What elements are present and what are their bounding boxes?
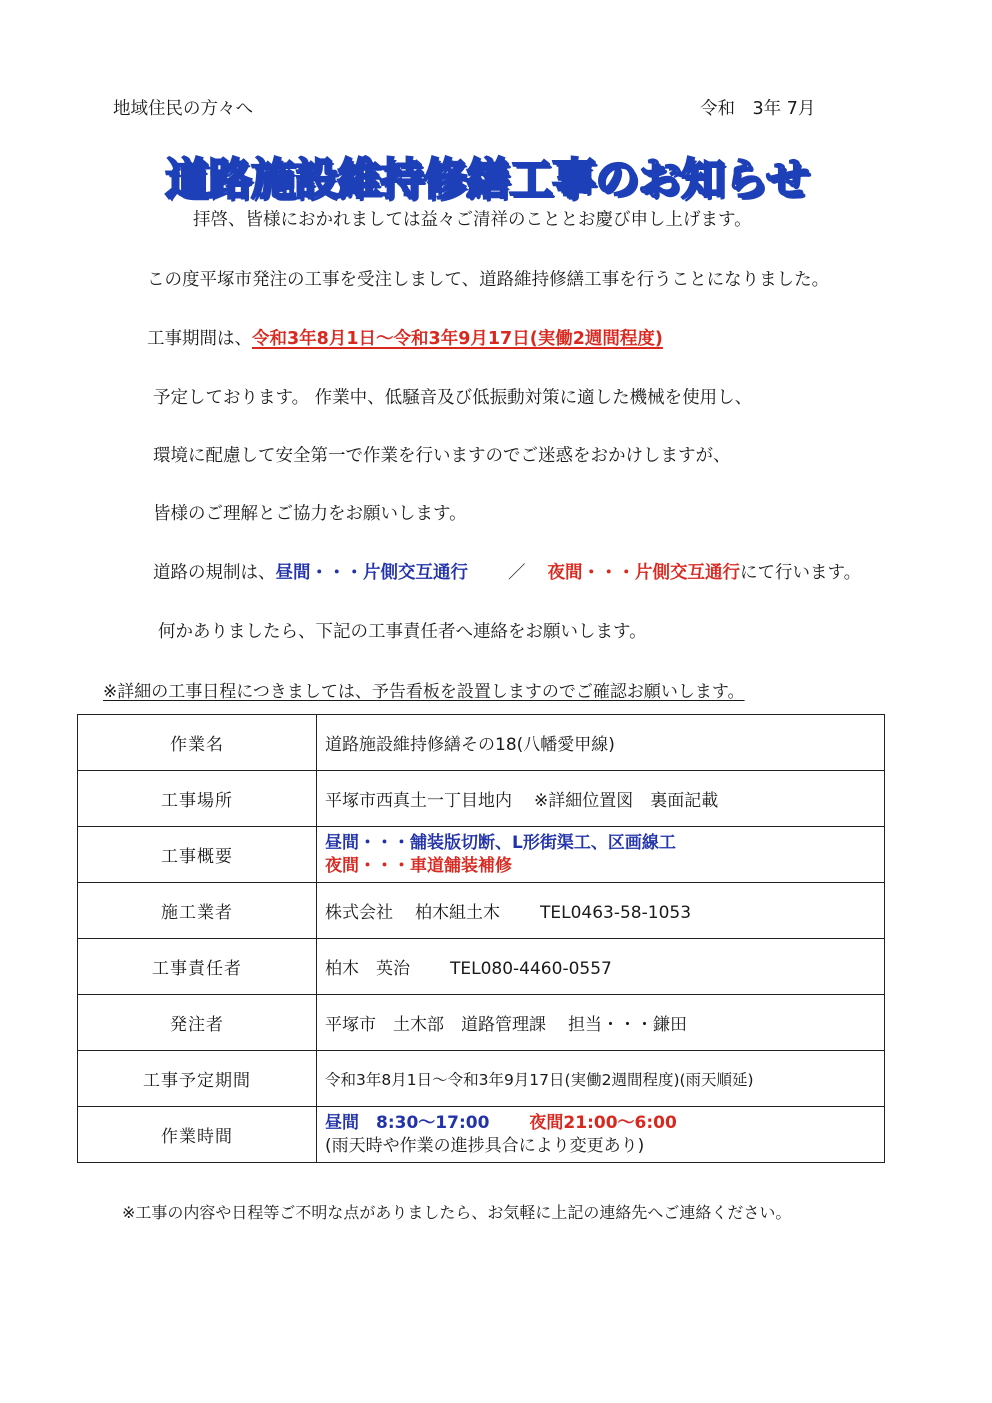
location-label: 工事場所 (78, 771, 317, 827)
hours-day: 昼間 8:30～17:00 (325, 1112, 490, 1133)
table-row (78, 715, 885, 771)
schedule-label: 工事予定期間 (78, 1051, 317, 1107)
regulation-day: 昼間・・・片側交互通行 (275, 563, 468, 583)
location-value (317, 771, 885, 827)
summary-day: 昼間・・・舗装版切断、L形街渠工、区画線工 (325, 832, 676, 853)
regulation-separator: ／ (508, 563, 526, 583)
table-row (78, 771, 885, 827)
client-contact: 担当・・・鎌田 (568, 1015, 687, 1035)
table-row (78, 827, 885, 883)
work-info-table (77, 714, 885, 1163)
client-value (317, 995, 885, 1051)
body-line-3: 予定しております。 作業中、低騒音及び低振動対策に適した機械を使用し、 (153, 388, 753, 408)
table-row (78, 1051, 885, 1107)
client-name: 平塚市 土木部 道路管理課 (325, 1015, 546, 1035)
location-address: 平塚市西真土一丁目地内 (325, 791, 512, 811)
regulation-line (153, 559, 861, 584)
body-line-4: 環境に配慮して安全第一で作業を行いますのでご迷惑をおかけしますが、 (153, 446, 731, 466)
summary-label: 工事概要 (78, 827, 317, 883)
manager-name: 柏木 英治 (325, 959, 410, 979)
schedule-note: ※詳細の工事日程につきましては、予告看板を設置しますのでご確認お願いします。 (103, 682, 745, 702)
schedule-value: 令和3年8月1日～令和3年9月17日(実働2週間程度)(雨天順延) (317, 1051, 885, 1107)
greeting: 拝啓、皆様におかれましては益々ご清祥のこととお慶び申し上げます。 (193, 210, 752, 230)
date: 令和 3年 7月 (700, 99, 816, 119)
notice-title: 道路施設維持修繕工事のお知らせ (165, 154, 809, 205)
contractor-tel: TEL0463-58-1053 (540, 903, 692, 923)
hours-night: 夜間21:00～6:00 (529, 1112, 677, 1133)
summary-value (317, 827, 885, 883)
table-row (78, 939, 885, 995)
regulation-suffix: にて行います。 (740, 563, 862, 583)
hours-value (317, 1107, 885, 1163)
body-line-5: 皆様のご理解とご協力をお願いします。 (153, 504, 467, 524)
regulation-night: 夜間・・・片側交互通行 (547, 563, 740, 583)
period-value: 令和3年8月1日～令和3年9月17日(実働2週間程度) (252, 329, 663, 349)
body-line-7: 何かありましたら、下記の工事責任者へ連絡をお願いします。 (158, 622, 647, 642)
table-row (78, 995, 885, 1051)
contractor-company: 株式会社 (325, 903, 393, 923)
work-name-value: 道路施設維持修繕その18(八幡愛甲線) (317, 715, 885, 771)
table-row (78, 1107, 885, 1163)
manager-value (317, 939, 885, 995)
table-row (78, 883, 885, 939)
regulation-prefix: 道路の規制は、 (153, 563, 276, 583)
manager-tel: TEL080-4460-0557 (450, 959, 612, 979)
location-note: ※詳細位置図 裏面記載 (534, 791, 719, 811)
work-name-label: 作業名 (78, 715, 317, 771)
manager-label: 工事責任者 (78, 939, 317, 995)
hours-note: (雨天時や作業の進捗具合により変更あり) (325, 1135, 645, 1156)
hours-label: 作業時間 (78, 1107, 317, 1163)
period-line (147, 325, 663, 350)
contractor-value (317, 883, 885, 939)
client-label: 発注者 (78, 995, 317, 1051)
footer-note: ※工事の内容や日程等ご不明な点がありましたら、お気軽に上記の連絡先へご連絡ください。 (122, 1203, 792, 1222)
summary-night: 夜間・・・車道舗装補修 (325, 855, 512, 876)
recipient: 地域住民の方々へ (113, 99, 253, 119)
body-line-1: この度平塚市発注の工事を受注しまして、道路維持修繕工事を行うことになりました。 (147, 270, 830, 290)
contractor-label: 施工業者 (78, 883, 317, 939)
period-prefix: 工事期間は、 (147, 329, 252, 349)
contractor-name: 柏木組土木 (415, 903, 500, 923)
